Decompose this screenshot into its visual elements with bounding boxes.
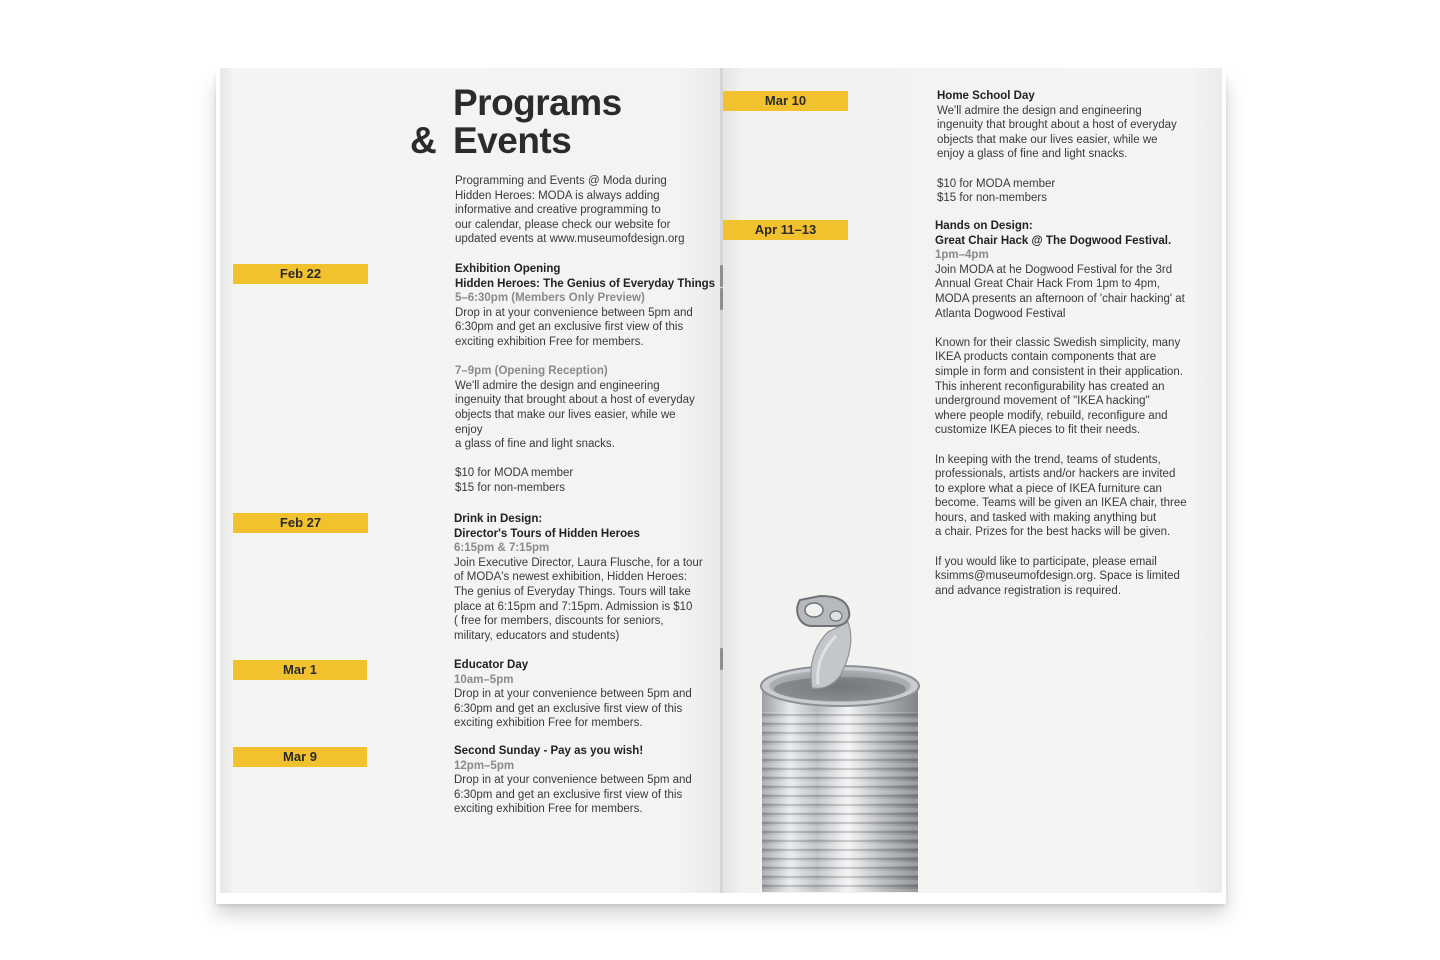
event-body-line: Drop in at your convenience between 5pm and [454, 774, 692, 787]
event-body-line: Atlanta Dogwood Festival [935, 307, 1066, 320]
event-body-line: enjoy a glass of fine and light snacks. [937, 148, 1128, 161]
event-body-line: objects that make our lives easier, while we [455, 408, 676, 421]
event-body-line: exciting exhibition Free for members. [455, 335, 644, 348]
event-price: $15 for non-members [937, 192, 1047, 205]
event-body-line: ksimms@museumofdesign.org. Space is limited [935, 570, 1180, 583]
event-body-line: objects that make our lives easier, while we [937, 133, 1158, 146]
event-body-line: This inherent reconfigurability has created an [935, 380, 1165, 393]
event-body-line: place at 6:15pm and 7:15pm. Admission is $10 [454, 600, 693, 613]
event-body-line: enjoy [455, 423, 483, 436]
event-body-line: ( free for members, discounts for seniors, [454, 615, 664, 628]
date-tab-mar9: Mar 9 [233, 747, 367, 767]
event-body-line: Known for their classic Swedish simplicity, many [935, 336, 1181, 349]
title-ampersand: & [410, 120, 437, 161]
event-body-line: Annual Great Chair Hack From 1pm to 4pm, [935, 278, 1160, 291]
event-time: 5–6:30pm (Members Only Preview) [455, 292, 645, 305]
event-body-line: 6:30pm and get an exclusive first view of this [454, 788, 683, 801]
event-body-line: professionals, artists and/or hackers are invited [935, 468, 1176, 481]
event-body-line: become. Teams will be given an IKEA chair, three [935, 497, 1187, 510]
intro-line: informative and creative programming to [455, 204, 661, 217]
event-title: Home School Day [937, 90, 1035, 102]
event-chair-hack [935, 219, 1197, 598]
event-time: 12pm–5pm [454, 759, 515, 772]
event-body-line: In keeping with the trend, teams of students, [935, 453, 1161, 466]
intro-line: Hidden Heroes: MODA is always adding [455, 189, 660, 202]
event-body-line: ingenuity that brought about a host of everyday [937, 119, 1177, 132]
event-subtitle: Great Chair Hack @ The Dogwood Festival. [935, 234, 1172, 247]
event-body-line: IKEA products contain components that are [935, 351, 1157, 364]
intro-line: updated events at www.museumofdesign.org [455, 233, 685, 246]
event-body-line: Drop in at your convenience between 5pm and [455, 306, 693, 319]
event-title: Drink in Design: [454, 513, 543, 525]
event-home-school-day [937, 89, 1197, 206]
event-body-line: We'll admire the design and engineering [937, 104, 1142, 117]
date-tab-feb27: Feb 27 [233, 513, 368, 533]
event-price: $15 for non-members [455, 481, 565, 494]
event-body-line: We'll admire the design and engineering [455, 379, 660, 392]
tin-can-image [756, 592, 926, 892]
title-line-2: Events [453, 120, 572, 161]
event-body-line: underground movement of "IKEA hacking" [935, 395, 1150, 408]
event-body-line: a glass of fine and light snacks. [455, 438, 615, 451]
page-title [410, 84, 622, 160]
event-title: Educator Day [454, 659, 529, 671]
event-body-line: military, educators and students) [454, 629, 620, 642]
date-tab-feb22: Feb 22 [233, 264, 368, 284]
event-body-line: ingenuity that brought about a host of everyday [455, 394, 695, 407]
event-educator-day [454, 658, 716, 731]
event-body-line: a chair. Prizes for the best hacks will be given. [935, 526, 1171, 539]
event-body-line: to explore what a piece of IKEA furniture can [935, 482, 1162, 495]
event-body-line: Join Executive Director, Laura Flusche, for a tour [454, 556, 703, 569]
event-subtitle: Director's Tours of Hidden Heroes [454, 527, 640, 540]
date-tab-mar10: Mar 10 [723, 91, 848, 111]
event-body-line: The genius of Everyday Things. Tours will take [454, 585, 691, 598]
event-body-line: Drop in at your convenience between 5pm and [454, 688, 692, 701]
event-body-line: 6:30pm and get an exclusive first view of this [454, 702, 683, 715]
staple-top-2 [720, 288, 723, 310]
intro-line: Programming and Events @ Moda during [455, 175, 667, 187]
event-body-line: simple in form and consistent in their application. [935, 365, 1184, 378]
event-title: Hands on Design: [935, 220, 1033, 232]
event-time: 7–9pm (Opening Reception) [455, 365, 608, 378]
event-title: Second Sunday - Pay as you wish! [454, 745, 644, 757]
title-line-1: Programs [453, 82, 622, 123]
event-title: Exhibition Opening [455, 263, 561, 275]
event-body-line: hours, and tasked with making anything but [935, 511, 1157, 524]
event-body-line: of MODA's newest exhibition, Hidden Heroes: [454, 571, 687, 584]
event-second-sunday [454, 744, 716, 817]
event-body-line: Join MODA at he Dogwood Festival for the 3rd [935, 263, 1173, 276]
staple-bottom [720, 648, 723, 670]
spine [720, 68, 723, 893]
event-body-line: exciting exhibition Free for members. [454, 717, 643, 730]
staple-top [720, 265, 723, 287]
event-body-line: and advance registration is required. [935, 584, 1122, 597]
event-body-line: If you would like to participate, please email [935, 555, 1157, 568]
event-price: $10 for MODA member [455, 467, 574, 480]
date-tab-apr11: Apr 11–13 [723, 220, 848, 240]
event-body-line: customize IKEA pieces to fit their needs. [935, 424, 1141, 437]
intro-text [455, 174, 715, 247]
event-time: 6:15pm & 7:15pm [454, 542, 550, 555]
event-time: 1pm–4pm [935, 249, 989, 262]
event-body-line: 6:30pm and get an exclusive first view of this [455, 321, 684, 334]
event-price: $10 for MODA member [937, 177, 1056, 190]
event-drink-in-design [454, 512, 716, 643]
event-body-line: exciting exhibition Free for members. [454, 803, 643, 816]
event-body-line: where people modify, rebuild, reconfigure and [935, 409, 1168, 422]
intro-line: our calendar, please check our website for [455, 218, 671, 231]
date-tab-mar1: Mar 1 [233, 660, 367, 680]
event-subtitle: Hidden Heroes: The Genius of Everyday Things [455, 277, 716, 290]
event-exhibition-opening [455, 262, 717, 496]
event-body-line: MODA presents an afternoon of 'chair hacking' at [935, 292, 1185, 305]
event-time: 10am–5pm [454, 673, 514, 686]
